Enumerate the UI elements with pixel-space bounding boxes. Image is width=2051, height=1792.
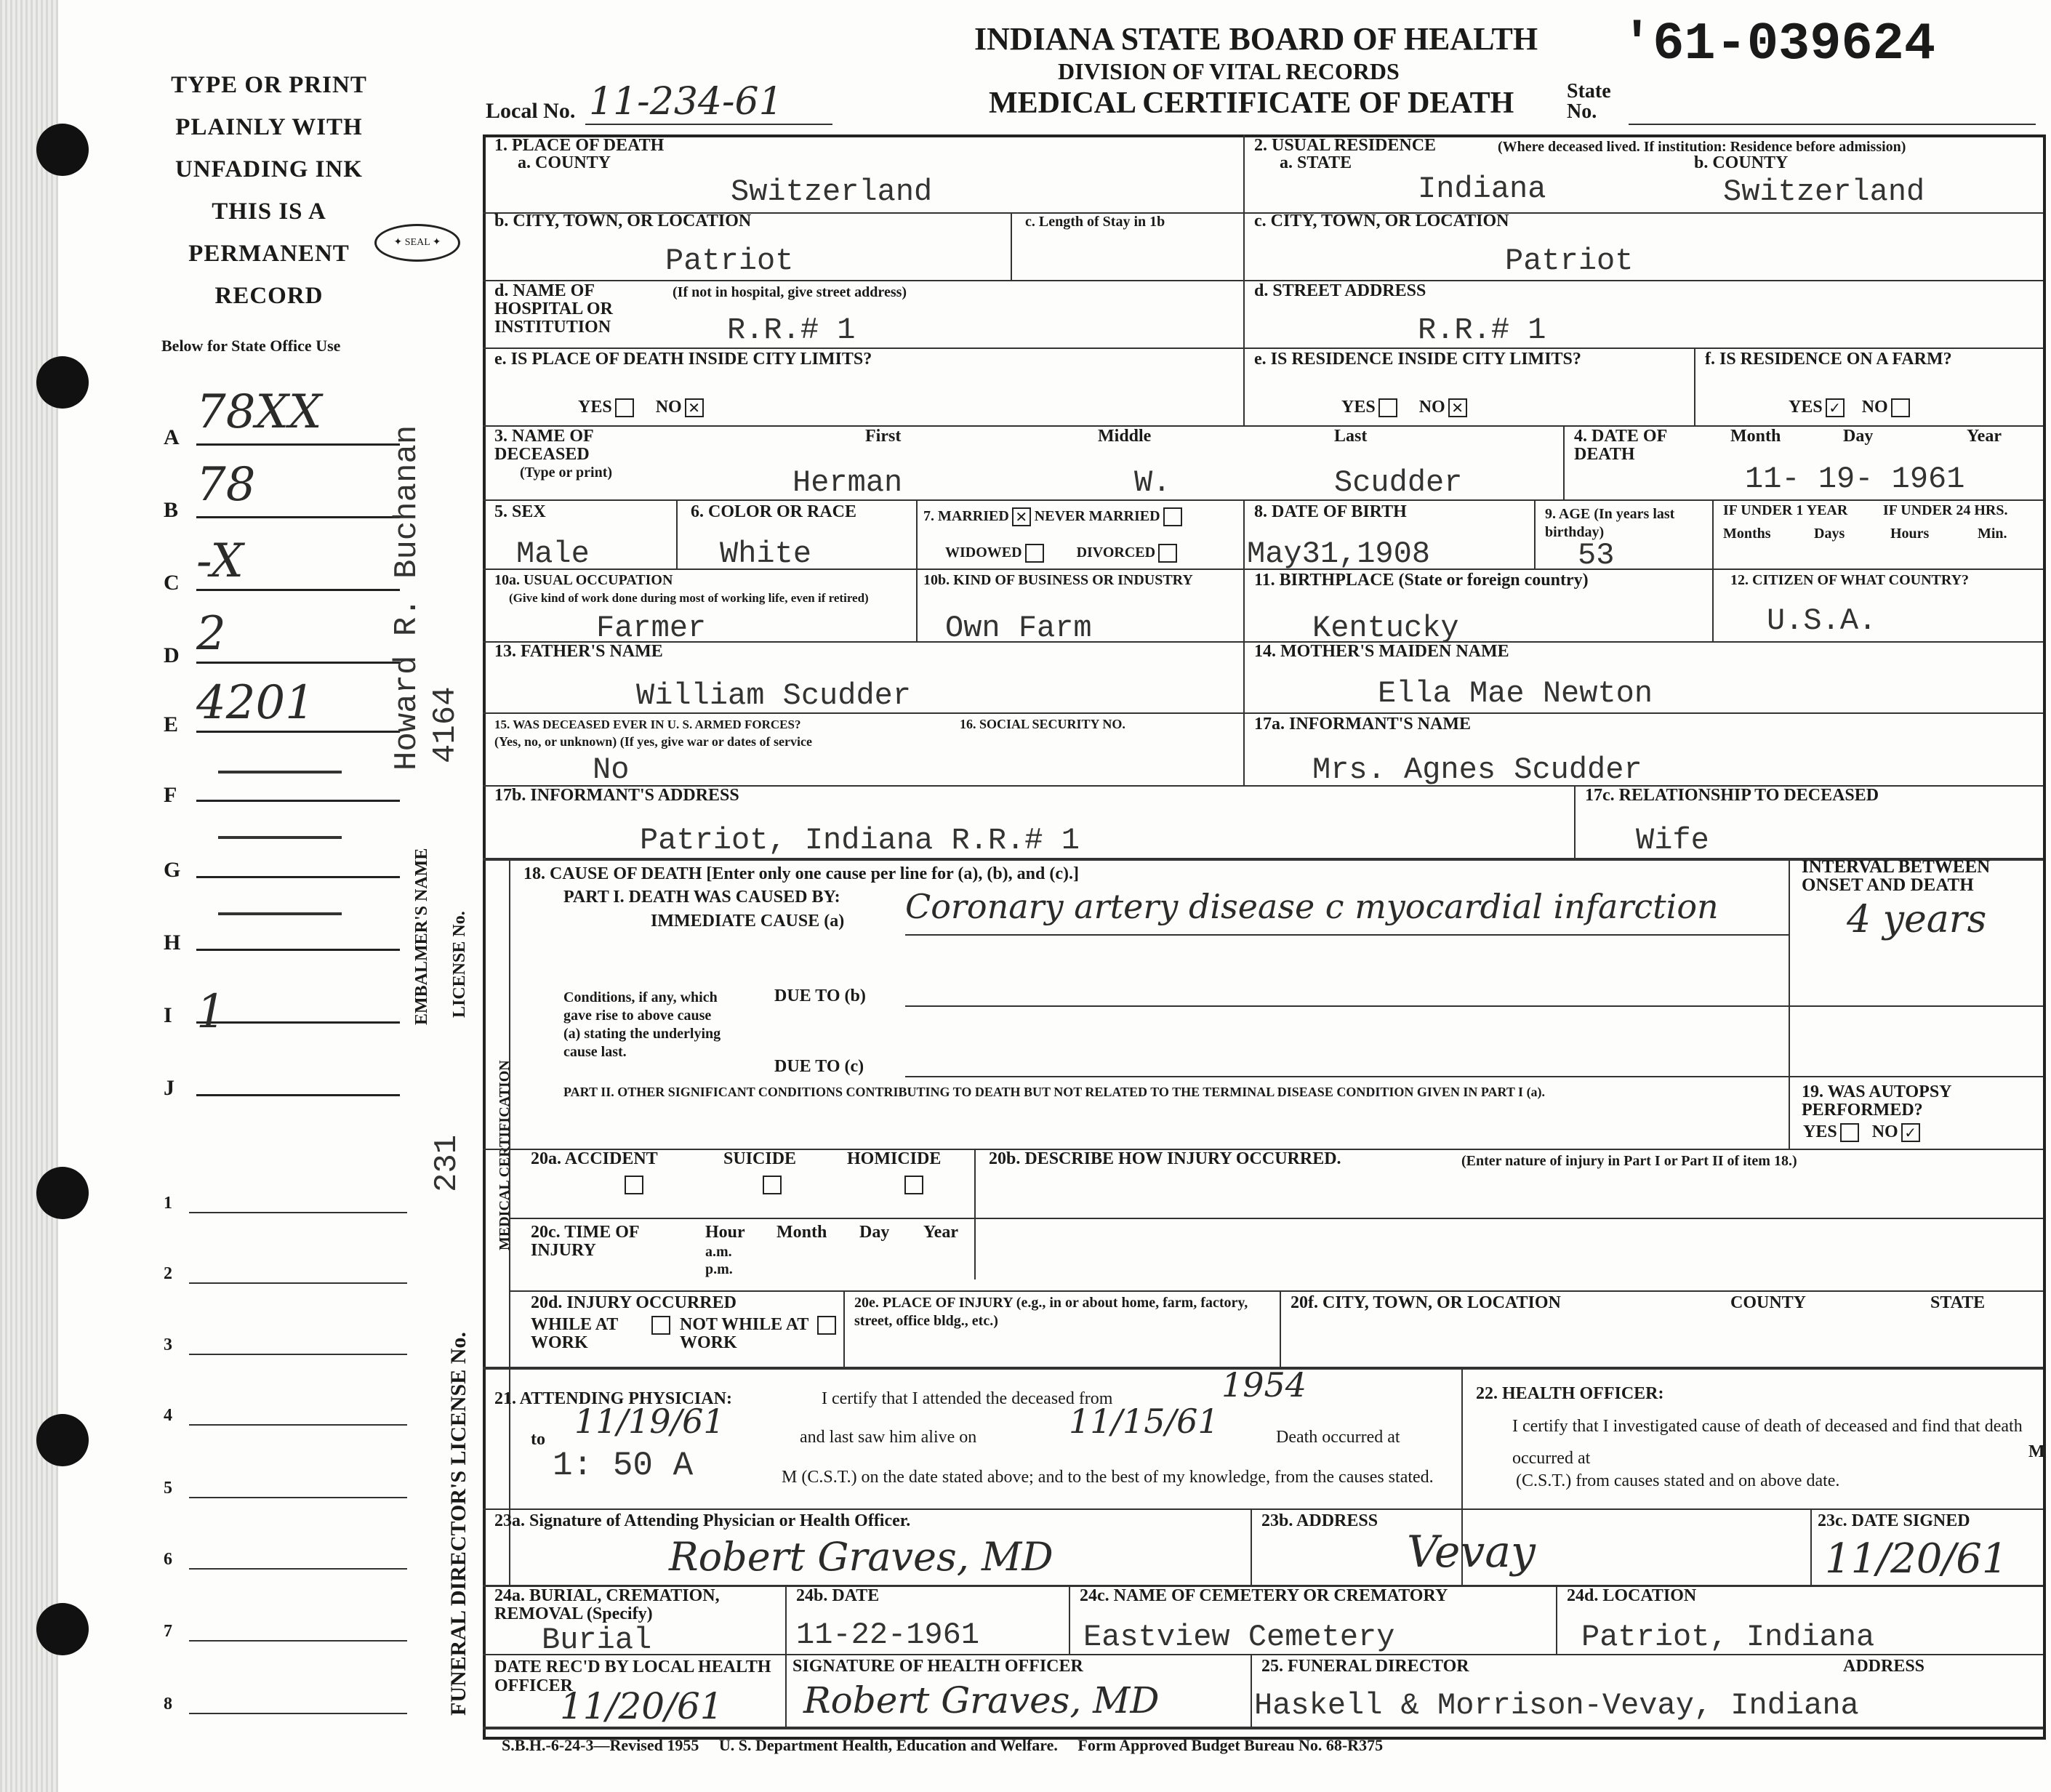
occupation-label: 10a. USUAL OCCUPATION [494,572,673,588]
not-while-at-work-checkbox[interactable] [817,1316,836,1335]
injury-occurred-label: 20d. INJURY OCCURRED [531,1293,736,1312]
instruction-line: PLAINLY WITH [175,114,363,140]
armed-forces-value: No [593,752,630,787]
race-label: 6. COLOR OR RACE [691,502,857,521]
married-label: 7. MARRIED [923,508,1009,524]
minutes-label: Min. [1978,526,2007,542]
office-code-label: A [164,425,180,449]
office-code-label: B [164,498,179,522]
funeral-director-address-label: ADDRESS [1843,1657,1925,1676]
certificate-frame [483,134,2046,1740]
attended-to-value: 11/19/61 [574,1402,725,1441]
interval-label: INTERVAL BETWEEN ONSET AND DEATH [1802,857,1991,895]
hospital-note: (If not in hospital, give street address) [673,284,907,300]
date-received-label: DATE REC'D BY LOCAL HEALTH OFFICER [494,1658,771,1695]
office-number-label: 4 [164,1406,172,1425]
office-number-label: 7 [164,1622,172,1641]
no-label: NO [1418,398,1445,417]
certify-text: I certify that I attended the deceased from [822,1389,1113,1408]
funeral-director-label: 25. FUNERAL DIRECTOR [1261,1657,1469,1676]
place-of-injury-label: 20e. PLACE OF INJURY (e.g., in or about home, farm, factory, street, office bldg., etc.) [854,1295,1248,1329]
time-of-injury-label: 20c. TIME OF INJURY [531,1223,639,1260]
street-address-label: d. STREET ADDRESS [1254,281,1426,300]
date-received-value: 11/20/61 [560,1685,723,1727]
autopsy-label: 19. WAS AUTOPSY PERFORMED? [1802,1082,1951,1120]
office-code-label: J [164,1076,174,1100]
health-officer-label: 22. HEALTH OFFICER: [1476,1384,1664,1403]
yes-label: YES [1803,1122,1837,1141]
office-code-label: D [164,643,180,667]
homicide-checkbox[interactable] [904,1176,923,1194]
physician-signature: Robert Graves, MD [669,1534,1053,1580]
instruction-line: PERMANENT [188,241,350,267]
immediate-cause-value: Coronary artery disease c myocardial infarction [905,887,1719,926]
office-number-label: 8 [164,1695,172,1713]
yes-label: YES [578,398,612,417]
residence-city-value: Patriot [1505,244,1634,278]
never-married-label: NEVER MARRIED [1034,508,1160,524]
time-of-death-value: 1: 50 A [553,1447,694,1484]
relationship-label: 17c. RELATIONSHIP TO DECEASED [1585,786,1879,805]
no-checkbox[interactable]: ✓ [1901,1123,1920,1142]
months-label: Months [1723,526,1771,542]
residence-city-limits-checkboxes [1341,398,1467,417]
married-status [923,507,1182,526]
state-label: a. STATE [1280,153,1352,172]
instructions [145,64,393,317]
form-subtitle: DIVISION OF VITAL RECORDS [1058,58,1400,84]
business-value: Own Farm [945,611,1092,646]
citizen-label: 12. CITIZEN OF WHAT COUNTRY? [1730,572,1970,588]
office-code-value: -X [196,534,244,588]
office-number-label: 1 [164,1194,172,1213]
autopsy-checkboxes [1803,1123,1920,1142]
farm-label: f. IS RESIDENCE ON A FARM? [1705,350,1952,369]
last-name-label: Last [1334,427,1368,446]
interval-value: 4 years [1847,898,1987,941]
no-label: NO [1871,1122,1898,1141]
suicide-checkbox[interactable] [763,1176,782,1194]
burial-date-label: 24b. DATE [796,1586,880,1605]
cemetery-value: Eastview Cemetery [1083,1620,1395,1655]
cemetery-location-label: 24d. LOCATION [1567,1586,1697,1605]
residence-city-limits-label: e. IS RESIDENCE INSIDE CITY LIMITS? [1254,350,1581,369]
yes-checkbox[interactable] [1378,398,1397,417]
local-no-value: 11-234-61 [589,80,783,124]
burial-label: 24a. BURIAL, CREMATION, REMOVAL (Specify) [494,1586,720,1623]
informant-name-value: Mrs. Agnes Scudder [1312,752,1642,787]
date-signed-value: 11/20/61 [1825,1535,2008,1583]
date-of-birth-label: 8. DATE OF BIRTH [1254,502,1407,521]
form-heading: MEDICAL CERTIFICATE OF DEATH [989,87,1514,120]
death-city-limits-checkboxes [578,398,704,417]
age-label: 9. AGE (In years last birthday) [1545,506,1675,540]
first-name-value: Herman [792,465,903,500]
date-of-death-value: 11- 19- 1961 [1745,462,1965,497]
scribble [218,836,342,839]
punch-hole [36,124,89,176]
no-checkbox[interactable]: ✕ [1448,398,1467,417]
death-occurred-text: Death occurred at [1276,1428,1400,1447]
office-code-label: F [164,783,177,807]
street-address-value: R.R.# 1 [1418,313,1546,347]
license-label: LICENSE No. [450,911,469,1018]
injury-state-label: STATE [1930,1293,1986,1312]
health-officer-m: M [2028,1442,2045,1461]
under-24-hours-label: IF UNDER 24 HRS. [1883,502,2008,518]
suicide-label: SUICIDE [723,1149,797,1168]
scribble [218,912,342,915]
instruction-line: UNFADING INK [175,156,363,182]
office-code-value: 78 [196,458,256,512]
no-checkbox[interactable]: ✕ [685,398,704,417]
cause-of-death-label: 18. CAUSE OF DEATH [Enter only one cause per line for (a), (b), and (c).] [523,864,1079,883]
sex-label: 5. SEX [494,502,546,521]
business-label: 10b. KIND OF BUSINESS OR INDUSTRY [923,572,1193,588]
year-label: Year [1967,427,2002,446]
last-seen-value: 11/15/61 [1069,1402,1219,1441]
state-office-note: Below for State Office Use [161,337,341,355]
residence-state-value: Indiana [1418,172,1546,206]
funeral-director-value: Haskell & Morrison-Vevay, Indiana [1254,1688,1859,1723]
mothers-name-label: 14. MOTHER'S MAIDEN NAME [1254,642,1509,661]
pm-label: p.m. [705,1261,733,1277]
hospital-label: d. NAME OF HOSPITAL OR INSTITUTION [494,281,613,337]
scribble [218,771,342,774]
farm-checkboxes [1789,398,1910,417]
mothers-name-value: Ella Mae Newton [1378,676,1653,711]
no-checkbox[interactable] [1891,398,1910,417]
physician-address: Vevay [1407,1527,1536,1578]
not-while-at-work-label: NOT WHILE AT WORK [680,1315,808,1352]
injury-description-note: (Enter nature of injury in Part I or Part II of item 18.) [1461,1153,1797,1169]
yes-label: YES [1341,398,1376,417]
injury-description-label: 20b. DESCRIBE HOW INJURY OCCURRED. [989,1149,1341,1168]
yes-label: YES [1789,398,1823,417]
fathers-name-label: 13. FATHER'S NAME [494,642,663,661]
deceased-name-label: 3. NAME OF DECEASED [494,427,593,464]
local-no-label: Local No. [486,99,576,123]
form-title: INDIANA STATE BOARD OF HEALTH [974,21,1538,57]
health-officer-signature-label: SIGNATURE OF HEALTH OFFICER [792,1657,1083,1676]
punch-hole [36,1603,89,1655]
physician-signature-label: 23a. Signature of Attending Physician or Health Officer. [494,1511,911,1530]
homicide-label: HOMICIDE [847,1149,942,1168]
burial-date-value: 11-22-1961 [796,1618,980,1652]
embalmer-name: Howard R. Buchanan [389,425,425,771]
date-signed-label: 23c. DATE SIGNED [1818,1511,1970,1530]
hospital-value: R.R.# 1 [727,313,856,347]
embalmer-label: EMBALMER'S NAME [412,848,431,1025]
widowed-checkbox[interactable] [1025,544,1044,563]
instruction-line: THIS IS A [212,198,326,225]
yes-checkbox[interactable] [615,398,634,417]
relationship-value: Wife [1636,823,1709,858]
health-officer-text: I certify that I investigated cause of death of deceased and find that death occurred at [1512,1417,2023,1468]
place-of-death-label: 1. PLACE OF DEATH [494,136,665,155]
informant-address-label: 17b. INFORMANT'S ADDRESS [494,786,739,805]
injury-city-label: 20f. CITY, TOWN, OR LOCATION [1291,1293,1561,1312]
burial-value: Burial [542,1623,652,1658]
attended-from-value: 1954 [1221,1365,1307,1405]
punch-hole [36,356,89,409]
usual-residence-label: 2. USUAL RESIDENCE [1254,136,1437,155]
days-label: Days [1814,526,1845,542]
accident-label: 20a. ACCIDENT [531,1149,658,1168]
type-or-print-note: (Type or print) [520,465,613,481]
birthplace-label: 11. BIRTHPLACE (State or foreign country) [1254,571,1589,590]
office-code-label: I [164,1003,172,1027]
yes-checkbox[interactable]: ✓ [1826,398,1845,417]
accident-checkbox[interactable] [625,1176,643,1194]
county-label: a. COUNTY [518,153,611,172]
armed-forces-note: (Yes, no, or unknown) (If yes, give war or dates of service [494,734,812,749]
address-label: 23b. ADDRESS [1261,1511,1378,1530]
divorced-label: DIVORCED [1076,545,1156,560]
widowed-status [945,544,1177,563]
city-label: c. CITY, TOWN, OR LOCATION [1254,212,1509,230]
funeral-director-license-number: 231 [429,1134,465,1192]
punch-hole [36,1414,89,1466]
office-code-label: H [164,931,181,955]
hour-label: Hour [705,1223,745,1242]
office-code-value: 1 [196,985,226,1039]
residence-county-value: Switzerland [1723,174,1925,209]
occupation-value: Farmer [596,611,707,646]
divorced-checkbox[interactable] [1158,544,1177,563]
month-label: Month [776,1223,827,1242]
health-officer-signature: Robert Graves, MD [803,1679,1160,1721]
to-label: to [531,1430,545,1449]
office-code-value: 4201 [196,676,315,730]
first-name-label: First [865,427,902,446]
office-code-label: C [164,571,180,595]
am-label: a.m. [705,1244,732,1260]
while-at-work-label: WHILE AT WORK [531,1315,618,1352]
citizen-value: U.S.A. [1767,603,1877,638]
binding-strip [0,0,58,1792]
age-value: 53 [1578,538,1615,573]
attending-physician-label: 21. ATTENDING PHYSICIAN: [494,1389,732,1408]
date-of-death-label: 4. DATE OF DEATH [1574,427,1667,464]
punch-hole [36,1167,89,1219]
informant-address-value: Patriot, Indiana R.R.# 1 [640,823,1080,858]
instruction-line: RECORD [214,283,324,309]
cemetery-location-value: Patriot, Indiana [1581,1620,1875,1655]
yes-checkbox[interactable] [1840,1123,1859,1142]
due-to-c-label: DUE TO (c) [774,1057,864,1076]
immediate-cause-label: IMMEDIATE CAUSE (a) [651,912,845,931]
widowed-label: WIDOWED [945,545,1022,560]
office-number-label: 3 [164,1335,172,1354]
part-1-label: PART I. DEATH WAS CAUSED BY: [563,888,840,907]
social-security-label: 16. SOCIAL SECURITY NO. [960,717,1125,731]
funeral-director-license-label: FUNERAL DIRECTOR'S LICENSE No. [446,1332,470,1716]
medical-certification-label: MEDICAL CERTIFICATION [497,1060,513,1250]
informant-name-label: 17a. INFORMANT'S NAME [1254,715,1471,734]
while-at-work-checkbox[interactable] [651,1316,670,1335]
birthplace-value: Kentucky [1312,611,1459,646]
race-value: White [720,537,812,571]
year-label: Year [923,1223,958,1242]
no-label: NO [1861,398,1888,417]
certify-text-continued: M (C.S.T.) on the date stated above; and to the best of my knowledge, from the causes stated. [782,1468,1434,1487]
month-label: Month [1730,427,1781,446]
certificate-number: '61-039624 [1621,15,1936,74]
health-officer-text-continued: (C.S.T.) from causes stated and on above date. [1516,1471,1840,1490]
death-city-value: Patriot [665,244,794,278]
part-2-label: PART II. OTHER SIGNIFICANT CONDITIONS CONTRIBUTING TO DEATH BUT NOT RELATED TO THE TERMINAL DISEASE CONDITION GIVEN IN PART I (a). [563,1085,1546,1099]
injury-county-label: COUNTY [1730,1293,1807,1312]
due-to-b-label: DUE TO (b) [774,987,866,1005]
office-code-value: 2 [196,607,226,661]
inside-city-limits-label: e. IS PLACE OF DEATH INSIDE CITY LIMITS? [494,350,872,369]
under-1-year-label: IF UNDER 1 YEAR [1723,502,1848,518]
middle-name-label: Middle [1098,427,1152,446]
fathers-name-value: William Scudder [636,678,912,713]
date-of-birth-value: May31,1908 [1247,537,1431,571]
armed-forces-label: 15. WAS DECEASED EVER IN U. S. ARMED FORCES? [494,718,801,731]
length-of-stay-label: c. Length of Stay in 1b [1025,214,1165,230]
cemetery-label: 24c. NAME OF CEMETERY OR CREMATORY [1080,1586,1448,1605]
office-code-label: E [164,712,179,736]
county-label: b. COUNTY [1694,153,1789,172]
seal-icon: ✦ SEAL ✦ [374,224,460,262]
office-code-label: G [164,858,181,882]
no-label: NO [655,398,682,417]
day-label: Day [1843,427,1874,446]
city-label: b. CITY, TOWN, OR LOCATION [494,212,752,230]
hours-label: Hours [1890,526,1930,542]
sex-value: Male [516,537,590,571]
last-name-value: Scudder [1334,465,1463,500]
instruction-line: TYPE OR PRINT [171,72,367,98]
death-county-value: Switzerland [731,174,933,209]
license-number: 4164 [428,686,464,763]
office-number-label: 2 [164,1264,172,1283]
conditions-label: Conditions, if any, which gave rise to above cause (a) stating the underlying cause last. [563,989,721,1060]
occupation-note: (Give kind of work done during most of working life, even if retired) [509,591,869,605]
last-saw-text: and last saw him alive on [800,1428,977,1447]
day-label: Day [859,1223,890,1242]
office-number-label: 6 [164,1550,172,1569]
never-married-checkbox[interactable] [1163,507,1182,526]
office-code-value: 78XX [196,385,322,439]
state-no-label: State No. [1567,80,1611,123]
usual-residence-note: (Where deceased lived. If institution: Residence before admission) [1498,139,1906,155]
married-checkbox[interactable]: ✕ [1012,507,1031,526]
form-footer: S.B.H.-6-24-3—Revised 1955 U. S. Department Health, Education and Welfare. Form Approved Budget Bureau No. 68-R375 [502,1736,1384,1754]
middle-name-value: W. [1134,465,1171,500]
office-number-label: 5 [164,1479,172,1498]
